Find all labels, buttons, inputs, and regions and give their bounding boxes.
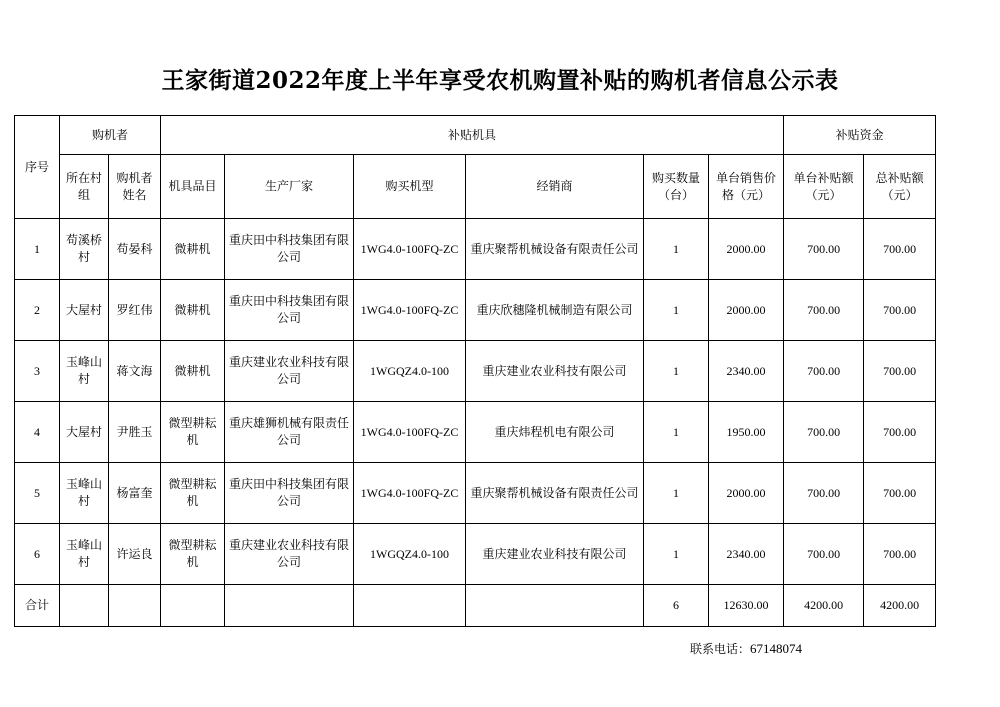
cell-model: 1WG4.0-100FQ-ZC bbox=[354, 280, 466, 341]
cell-dealer: 重庆建业农业科技有限公司 bbox=[466, 341, 644, 402]
header-model: 购买机型 bbox=[354, 155, 466, 219]
header-machine-group: 补贴机具 bbox=[161, 116, 784, 155]
cell-village: 玉峰山村 bbox=[60, 463, 109, 524]
cell-seq: 1 bbox=[15, 219, 60, 280]
table-row bbox=[15, 524, 936, 585]
cell-dealer: 重庆建业农业科技有限公司 bbox=[466, 524, 644, 585]
cell-unit-price: 2000.00 bbox=[709, 219, 784, 280]
total-quantity: 6 bbox=[644, 585, 709, 627]
table-row bbox=[15, 219, 936, 280]
header-total-subsidy: 总补贴额（元） bbox=[864, 155, 936, 219]
header-manufacturer: 生产厂家 bbox=[225, 155, 354, 219]
subsidy-table bbox=[14, 115, 936, 627]
cell-model: 1WGQZ4.0-100 bbox=[354, 341, 466, 402]
cell-village: 玉峰山村 bbox=[60, 524, 109, 585]
table-header bbox=[15, 116, 936, 219]
cell-quantity: 1 bbox=[644, 402, 709, 463]
header-buyer-name: 购机者姓名 bbox=[109, 155, 161, 219]
cell-seq: 3 bbox=[15, 341, 60, 402]
empty-cell bbox=[466, 585, 644, 627]
cell-unit-subsidy: 700.00 bbox=[784, 402, 864, 463]
header-village: 所在村组 bbox=[60, 155, 109, 219]
cell-seq: 5 bbox=[15, 463, 60, 524]
cell-village: 玉峰山村 bbox=[60, 341, 109, 402]
table-row bbox=[15, 341, 936, 402]
cell-name: 蒋文海 bbox=[109, 341, 161, 402]
cell-unit-subsidy: 700.00 bbox=[784, 524, 864, 585]
contact-info bbox=[690, 640, 802, 657]
cell-quantity: 1 bbox=[644, 341, 709, 402]
cell-name: 杨富奎 bbox=[109, 463, 161, 524]
cell-category: 微耕机 bbox=[161, 280, 225, 341]
empty-cell bbox=[354, 585, 466, 627]
cell-unit-price: 1950.00 bbox=[709, 402, 784, 463]
cell-name: 罗红伟 bbox=[109, 280, 161, 341]
empty-cell bbox=[109, 585, 161, 627]
cell-manufacturer: 重庆建业农业科技有限公司 bbox=[225, 524, 354, 585]
cell-unit-price: 2000.00 bbox=[709, 280, 784, 341]
cell-seq: 2 bbox=[15, 280, 60, 341]
header-unit-subsidy: 单台补贴额（元） bbox=[784, 155, 864, 219]
table-body bbox=[15, 219, 936, 627]
total-unit-subsidy: 4200.00 bbox=[784, 585, 864, 627]
cell-dealer: 重庆欣穗隆机械制造有限公司 bbox=[466, 280, 644, 341]
cell-unit-subsidy: 700.00 bbox=[784, 463, 864, 524]
cell-name: 苟晏科 bbox=[109, 219, 161, 280]
header-seq: 序号 bbox=[15, 116, 60, 219]
cell-village: 大屋村 bbox=[60, 402, 109, 463]
cell-category: 微型耕耘机 bbox=[161, 402, 225, 463]
empty-cell bbox=[225, 585, 354, 627]
cell-quantity: 1 bbox=[644, 524, 709, 585]
header-fund-group: 补贴资金 bbox=[784, 116, 936, 155]
cell-quantity: 1 bbox=[644, 280, 709, 341]
cell-category: 微耕机 bbox=[161, 341, 225, 402]
cell-manufacturer: 重庆雄狮机械有限责任公司 bbox=[225, 402, 354, 463]
cell-total-subsidy: 700.00 bbox=[864, 341, 936, 402]
header-buyer-group: 购机者 bbox=[60, 116, 161, 155]
cell-manufacturer: 重庆建业农业科技有限公司 bbox=[225, 341, 354, 402]
cell-village: 大屋村 bbox=[60, 280, 109, 341]
total-unit-price: 12630.00 bbox=[709, 585, 784, 627]
page-title: 王家街道2022年度上半年享受农机购置补贴的购机者信息公示表 bbox=[161, 67, 839, 94]
header-unit-price: 单台销售价格（元） bbox=[709, 155, 784, 219]
cell-seq: 4 bbox=[15, 402, 60, 463]
cell-total-subsidy: 700.00 bbox=[864, 402, 936, 463]
cell-name: 许运良 bbox=[109, 524, 161, 585]
cell-total-subsidy: 700.00 bbox=[864, 463, 936, 524]
table-row bbox=[15, 402, 936, 463]
cell-village: 苟溪桥村 bbox=[60, 219, 109, 280]
header-dealer: 经销商 bbox=[466, 155, 644, 219]
cell-manufacturer: 重庆田中科技集团有限公司 bbox=[225, 280, 354, 341]
header-category: 机具品目 bbox=[161, 155, 225, 219]
cell-dealer: 重庆聚帮机械设备有限责任公司 bbox=[466, 463, 644, 524]
contact-label: 联系电话： bbox=[690, 642, 751, 656]
cell-unit-subsidy: 700.00 bbox=[784, 219, 864, 280]
cell-seq: 6 bbox=[15, 524, 60, 585]
total-subsidy: 4200.00 bbox=[864, 585, 936, 627]
cell-total-subsidy: 700.00 bbox=[864, 524, 936, 585]
cell-category: 微耕机 bbox=[161, 219, 225, 280]
cell-unit-subsidy: 700.00 bbox=[784, 341, 864, 402]
cell-quantity: 1 bbox=[644, 219, 709, 280]
cell-model: 1WG4.0-100FQ-ZC bbox=[354, 219, 466, 280]
total-label: 合计 bbox=[15, 585, 60, 627]
cell-unit-price: 2340.00 bbox=[709, 341, 784, 402]
cell-unit-price: 2000.00 bbox=[709, 463, 784, 524]
cell-total-subsidy: 700.00 bbox=[864, 280, 936, 341]
cell-model: 1WG4.0-100FQ-ZC bbox=[354, 402, 466, 463]
empty-cell bbox=[161, 585, 225, 627]
empty-cell bbox=[60, 585, 109, 627]
header-quantity: 购买数量（台） bbox=[644, 155, 709, 219]
cell-quantity: 1 bbox=[644, 463, 709, 524]
cell-model: 1WG4.0-100FQ-ZC bbox=[354, 463, 466, 524]
cell-category: 微型耕耘机 bbox=[161, 524, 225, 585]
cell-category: 微型耕耘机 bbox=[161, 463, 225, 524]
cell-dealer: 重庆聚帮机械设备有限责任公司 bbox=[466, 219, 644, 280]
cell-dealer: 重庆炜程机电有限公司 bbox=[466, 402, 644, 463]
contact-phone: 67148074 bbox=[750, 641, 803, 656]
cell-name: 尹胜玉 bbox=[109, 402, 161, 463]
cell-unit-subsidy: 700.00 bbox=[784, 280, 864, 341]
table-row bbox=[15, 280, 936, 341]
cell-model: 1WGQZ4.0-100 bbox=[354, 524, 466, 585]
total-row bbox=[15, 585, 936, 627]
table-row bbox=[15, 463, 936, 524]
cell-unit-price: 2340.00 bbox=[709, 524, 784, 585]
cell-manufacturer: 重庆田中科技集团有限公司 bbox=[225, 219, 354, 280]
cell-total-subsidy: 700.00 bbox=[864, 219, 936, 280]
cell-manufacturer: 重庆田中科技集团有限公司 bbox=[225, 463, 354, 524]
